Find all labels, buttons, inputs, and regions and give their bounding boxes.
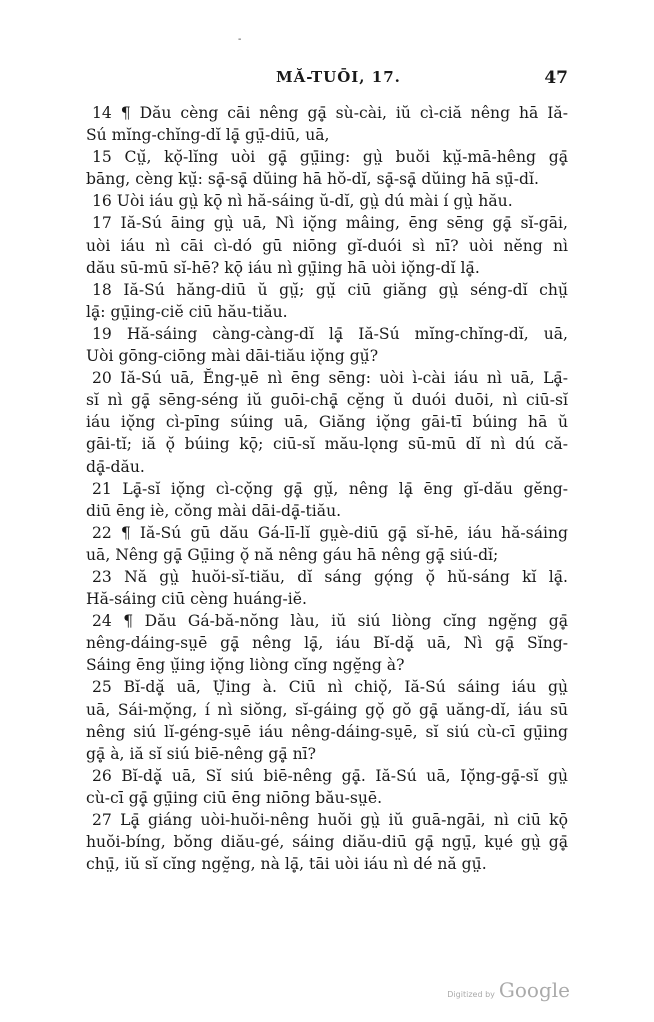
text-line: 14 ¶ Dău cèng cāi nêng gḁ̄ sù-cài, iŭ cì-ciă nêng hā Iă- bbox=[92, 104, 568, 122]
text-line: 24 ¶ Dău Gá-bă-nŏng làu, iŭ siú liòng cĭng ngḛ̆ng gḁ̄ bbox=[92, 612, 568, 631]
text-line: Sú mĭng-chĭng-dĭ lḁ̄ gṳ̄-diū, uā, bbox=[86, 126, 330, 145]
text-line: 18 Iă-Sú hăng-diū ŭ gṳ̆; gṳ̆ ciū giăng gṳ̀ séng-dĭ chṳ̆ bbox=[92, 280, 568, 299]
page-header bbox=[86, 68, 568, 92]
text-line: dḁ̄-dău. bbox=[86, 457, 145, 476]
text-line: iáu iǫ̆ng cì-pīng súing uā, Giăng iǫ̆ng gāi-tī búing hā ŭ bbox=[86, 413, 568, 432]
text-line: 15 Cṳ̆, kǫ̆-lĭng uòi gḁ̄ gṳ̄ing: gṳ̀ buŏi kṳ̆-mā-hêng gḁ̄ bbox=[92, 148, 568, 167]
google-logo: Google bbox=[498, 978, 570, 1002]
running-title: MĂ-TUŌI, 17. bbox=[276, 68, 401, 86]
text-line: 19 Hă-sáing càng-càng-dĭ lḁ̄ Iă-Sú mĭng-chĭng-dĭ, uā, bbox=[92, 324, 568, 343]
text-line: sĭ nì gḁ̄ sēng-séng iŭ guōi-chḁ̄ cḛ̆ng ŭ duói duōi, nì ciū-sĭ bbox=[86, 391, 568, 410]
digitized-by-label: Digitized by bbox=[447, 990, 495, 999]
text-line: nêng-dáing-sṳē gḁ̄ nêng lḁ̄, iáu Bĭ-dḁ̆ uā, Nì gḁ̄ Sĭng- bbox=[86, 634, 568, 653]
text-line: 27 Lḁ̄ giáng uòi-huŏi-nêng huŏi gṳ̀ iŭ guā-ngāi, nì ciū kǭ bbox=[92, 811, 568, 829]
text-line: 21 Lḁ̄-sĭ iǫ̆ng cì-cǫ̆ng gḁ̄ gṳ̆, nêng lḁ̄ ēng gĭ-dău gĕng- bbox=[92, 479, 568, 498]
text-line: 23 Nă gṳ̀ huŏi-sĭ-tiău, dĭ sáng gǫ́ng ǫ̆ hŭ-sáng kĭ lḁ̄. bbox=[92, 567, 568, 586]
text-line: gāi-tĭ; iă ǫ̆ búing kǭ; ciū-sĭ mău-lǫng sū-mū dĭ nì dú că- bbox=[86, 435, 568, 454]
text-line: chṳ̄, iŭ sĭ cĭng ngḛ̆ng, nà lḁ̄, tāi uòi iáu nì dé nă gṳ̄. bbox=[86, 855, 487, 874]
text-line: bāng, cèng kṳ̆: sḁ̄-sḁ̄ dŭing hā hŏ-dĭ, sḁ̄-sḁ̄ dŭing hā sṳ̄-dĭ. bbox=[86, 170, 539, 189]
text-line: Hă-sáing ciū cèng huáng-iĕ. bbox=[86, 590, 307, 609]
text-line: 17 Iă-Sú āing gṳ̀ uā, Nì iǫ̆ng mâing, ēng sēng gḁ̄ sĭ-gāi, bbox=[92, 214, 568, 233]
text-line: 22 ¶ Iă-Sú gū dău Gá-lī-lĭ gṳè-diū gḁ̄ sĭ-hē, iáu hă-sáing bbox=[92, 523, 568, 542]
text-line: uòi iáu nì cāi cì-dó gū niōng gĭ-duói sì nī? uòi nĕng nì bbox=[86, 236, 568, 255]
text-line: uā, Sái-mǫ̆ng, í nì siŏng, sĭ-gáing gǫ̆ gŏ gḁ̄ uăng-dĭ, iáu sū bbox=[86, 700, 568, 719]
text-line: dău sū-mū sĭ-hē? kǭ iáu nì gṳ̄ing hā uòi iǫ̆ng-dĭ lḁ̄. bbox=[86, 258, 480, 277]
text-line: uā, Nêng gḁ̄ Gṳ̄ing ǫ̆ nă nêng gáu hā nêng gḁ̄ siú-dĭ; bbox=[86, 545, 499, 564]
text-line: 25 Bĭ-dḁ̆ uā, Ṳ̆ing à. Ciū nì chiǫ̆, Iă-Sú sáing iáu gṳ̀ bbox=[92, 678, 568, 697]
text-line: Uòi gōng-ciōng mài dāi-tiău iǫ̆ng gṳ̆? bbox=[86, 347, 379, 366]
text-line: huŏi-bíng, bŏng diău-gé, sáing diău-diū gḁ̄ ngṳ̄, kṳé gṳ̀ gḁ̄ bbox=[86, 833, 568, 852]
text-line: 16 Uòi iáu gṳ̀ kǭ nì hă-sáing ŭ-dĭ, gṳ̀ dú mài í gṳ̀ hău. bbox=[92, 192, 513, 211]
text-line: diū ēng iè, cŏng mài dāi-dḁ̄-tiău. bbox=[86, 501, 342, 520]
page-number: 47 bbox=[544, 68, 568, 88]
text-line: lḁ̄: gṳ̄ing-ciĕ ciū hău-tiău. bbox=[86, 302, 288, 321]
text-line: cù-cī gḁ̄ gṳ̄ing ciū ēng niōng bău-sṳē. bbox=[86, 788, 383, 807]
text-line: Sáing ēng ṳ̆ing iǫ̆ng liòng cĭng ngḛ̆ng à? bbox=[86, 656, 405, 675]
page-text bbox=[86, 102, 568, 875]
text-line: 26 Bĭ-dḁ̆ uā, Sĭ siú biē-nêng gḁ̄. Iă-Sú uā, Iǫ̆ng-gḁ̄-sĭ gṳ̀ bbox=[92, 766, 568, 785]
text-line: nêng siú lĭ-géng-sṳē iáu nêng-dáing-sṳē, sĭ siú cù-cī gṳ̄ing bbox=[86, 722, 568, 741]
top-dash-mark: - bbox=[238, 34, 242, 45]
text-line: gḁ̄ à, iă sĭ siú biē-nêng gḁ̄ nī? bbox=[86, 744, 316, 763]
digitization-watermark bbox=[447, 978, 570, 1002]
text-line: 20 Iă-Sú uā, Ĕng-ṳē nì ēng sēng: uòi ì-cài iáu nì uā, Lḁ̄- bbox=[92, 369, 568, 388]
